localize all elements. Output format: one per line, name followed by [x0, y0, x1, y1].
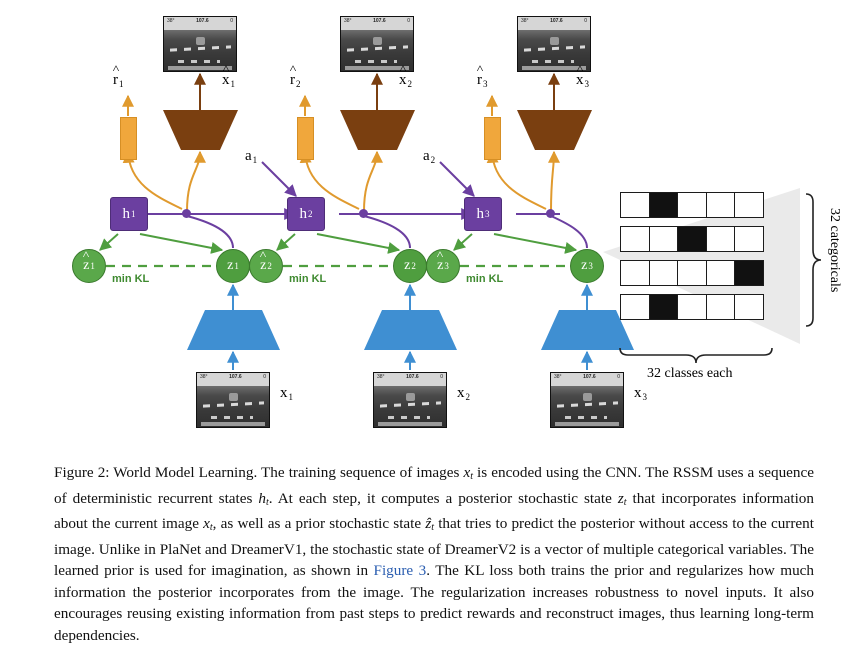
categorical-row: [620, 294, 800, 320]
reward-symbol: ^ r: [113, 72, 118, 89]
z-subscript: 3: [588, 261, 593, 271]
figure-3-link[interactable]: Figure 3: [373, 562, 427, 579]
posterior-state-node-3: [570, 249, 604, 283]
hud-center: 107.6: [373, 18, 386, 24]
caption-math-xt-1: x: [463, 464, 471, 481]
caption-body-5: , as well as a prior stochastic state: [212, 515, 426, 532]
caption-math-zhat-sub: t: [431, 522, 435, 533]
recon-label-3: [576, 72, 589, 89]
categorical-cell: [734, 294, 764, 320]
prior-state-node-3: [426, 249, 460, 283]
thumb-hud: [341, 17, 413, 30]
hud-center: 107.6: [196, 18, 209, 24]
categorical-cell: [706, 192, 736, 218]
reward-label-3: [477, 72, 488, 89]
reward-symbol: ^ r: [290, 72, 295, 89]
categorical-grid: [620, 192, 800, 332]
recon-symbol: ^ x: [399, 72, 407, 89]
thumb-car: [229, 393, 238, 401]
zhat-symbol: ^ z: [260, 258, 266, 274]
caption-math-ht-sub: t: [265, 496, 269, 508]
caption-math-zhat: ẑ: [425, 515, 432, 532]
junction-dot-3: [546, 209, 555, 218]
thumb-car: [196, 37, 205, 45]
caption-body-3: . At each step, it computes a posterior stochastic state: [268, 489, 618, 507]
kl-label-1: min KL: [112, 273, 150, 285]
thumb-bar: [201, 422, 265, 426]
posterior-state-node-1: [216, 249, 250, 283]
caption-math-ht: h: [258, 489, 266, 507]
categorical-cell: [620, 260, 650, 286]
categorical-cell: [706, 226, 736, 252]
hud-left: 38°: [377, 374, 385, 380]
h-symbol: h: [299, 205, 307, 222]
thumb-hud: [551, 373, 623, 386]
thumb-car: [550, 37, 559, 45]
thumb-hud: [197, 373, 269, 386]
kl-label-2: min KL: [289, 273, 327, 285]
caption-prefix: Figure 2: World Model Learning.: [54, 464, 258, 481]
recon-label-2: [399, 72, 412, 89]
h-subscript: 1: [131, 209, 136, 219]
action-symbol: a: [423, 148, 430, 164]
x-symbol: x: [280, 385, 288, 401]
recon-subscript: 2: [407, 79, 412, 89]
z-symbol: z: [581, 258, 588, 273]
h-symbol: h: [122, 205, 130, 222]
hud-center: 107.6: [229, 374, 242, 380]
hud-center: 107.6: [550, 18, 563, 24]
categorical-cell: [620, 192, 650, 218]
action-label-1: [245, 148, 257, 165]
hud-left: 38°: [344, 18, 352, 24]
figure-caption: [54, 462, 814, 646]
reward-bar-3: [484, 117, 501, 160]
junction-dot-1: [182, 209, 191, 218]
state-node-h2: [287, 197, 325, 231]
x-symbol: x: [634, 385, 642, 401]
h-symbol: h: [476, 205, 484, 222]
thumb-bar: [378, 422, 442, 426]
caption-body-6: that tries to predict the posterior without access to the current image. Unlike in PlaNet and DreamerV1, the stochastic state of DreamerV2 is a vector of multiple categorical variables. The learned prior is used for imagination, as shown in: [54, 515, 814, 579]
x-subscript: 1: [288, 392, 293, 402]
hud-right: 0: [407, 18, 410, 24]
categorical-cell: [677, 294, 707, 320]
zhat-subscript: 1: [90, 261, 95, 271]
recon-symbol: ^ x: [222, 72, 230, 89]
categorical-cell: [677, 260, 707, 286]
caption-math-xt-1-sub: t: [470, 471, 473, 482]
h-subscript: 3: [485, 209, 490, 219]
caption-math-zt: z: [617, 489, 624, 507]
classes-axis-label: 32 classes each: [647, 366, 733, 381]
reward-bar-2: [297, 117, 314, 160]
caption-body-4: that incorporates information about the current image: [54, 489, 814, 532]
thumb-hud: [374, 373, 446, 386]
reward-symbol: ^ r: [477, 72, 482, 89]
reward-label-1: [113, 72, 124, 89]
z-subscript: 1: [234, 261, 239, 271]
caption-math-xt-2: x: [203, 515, 210, 532]
categorical-cell: [734, 226, 764, 252]
reward-subscript: 2: [296, 79, 301, 89]
categorical-row: [620, 260, 800, 286]
thumb-car: [583, 393, 592, 401]
categorical-cell: [677, 192, 707, 218]
categorical-cell: [649, 226, 679, 252]
x-subscript: 2: [465, 392, 470, 402]
input-image-2: [373, 372, 447, 428]
hud-left: 38°: [200, 374, 208, 380]
zhat-symbol: ^ z: [437, 258, 443, 274]
input-image-3: [550, 372, 624, 428]
z-symbol: z: [227, 258, 234, 273]
categorical-cell-active: [649, 192, 679, 218]
x-subscript: 3: [642, 392, 647, 402]
categoricals-axis-label: 32 categoricals: [827, 208, 842, 293]
prior-state-node-1: [72, 249, 106, 283]
recon-label-1: [222, 72, 235, 89]
thumb-car: [406, 393, 415, 401]
hud-right: 0: [584, 18, 587, 24]
categorical-row: [620, 226, 800, 252]
hud-left: 38°: [554, 374, 562, 380]
zhat-subscript: 2: [267, 261, 272, 271]
categorical-cell-active: [649, 294, 679, 320]
hud-left: 38°: [167, 18, 175, 24]
kl-label-3: min KL: [466, 273, 504, 285]
caption-math-xt-2-sub: t: [209, 522, 213, 533]
hud-center: 107.6: [583, 374, 596, 380]
thumb-car: [373, 37, 382, 45]
prior-state-node-2: [249, 249, 283, 283]
action-label-2: [423, 148, 435, 165]
caption-body-7: . The KL loss both trains the prior and regularizes how much information the posterior incorporates from the image. The regularization increases robustness to novel inputs. It also encourages reusing existing information from past steps to predict rewards and reconstruct images, thus learning long-term dependencies.: [54, 562, 815, 644]
caption-math-zt-sub: t: [623, 496, 627, 508]
recon-subscript: 3: [584, 79, 589, 89]
x-symbol: x: [457, 385, 465, 401]
categorical-cell: [649, 260, 679, 286]
input-label-2: [457, 385, 470, 402]
hud-right: 0: [230, 18, 233, 24]
hud-left: 38°: [521, 18, 529, 24]
state-node-h3: [464, 197, 502, 231]
z-subscript: 2: [411, 261, 416, 271]
reward-bar-1: [120, 117, 137, 160]
reward-subscript: 3: [483, 79, 488, 89]
hud-center: 107.6: [406, 374, 419, 380]
hud-right: 0: [617, 374, 620, 380]
h-subscript: 2: [308, 209, 313, 219]
action-subscript: 2: [430, 155, 436, 165]
reward-subscript: 1: [119, 79, 124, 89]
categorical-cell: [706, 260, 736, 286]
categorical-row: [620, 192, 800, 218]
junction-dot-2: [359, 209, 368, 218]
action-symbol: a: [245, 148, 252, 164]
thumb-hud: [518, 17, 590, 30]
categorical-cell: [734, 192, 764, 218]
z-symbol: z: [404, 258, 411, 273]
categorical-cell-active: [677, 226, 707, 252]
caption-body-2: is encoded using the CNN. The RSSM uses a sequence of deterministic recurrent states: [54, 464, 814, 507]
categorical-cell: [620, 294, 650, 320]
action-subscript: 1: [252, 155, 258, 165]
categorical-cell: [620, 226, 650, 252]
input-label-3: [634, 385, 647, 402]
recon-subscript: 1: [230, 79, 235, 89]
categorical-cell-active: [734, 260, 764, 286]
categorical-cell: [706, 294, 736, 320]
thumb-hud: [164, 17, 236, 30]
input-label-1: [280, 385, 293, 402]
zhat-subscript: 3: [444, 261, 449, 271]
state-node-h1: [110, 197, 148, 231]
recon-symbol: ^ x: [576, 72, 584, 89]
hud-right: 0: [440, 374, 443, 380]
caption-body-1: The training sequence of images: [257, 464, 464, 481]
hud-right: 0: [263, 374, 266, 380]
zhat-symbol: ^ z: [83, 258, 89, 274]
input-image-1: [196, 372, 270, 428]
posterior-state-node-2: [393, 249, 427, 283]
thumb-bar: [555, 422, 619, 426]
reward-label-2: [290, 72, 301, 89]
